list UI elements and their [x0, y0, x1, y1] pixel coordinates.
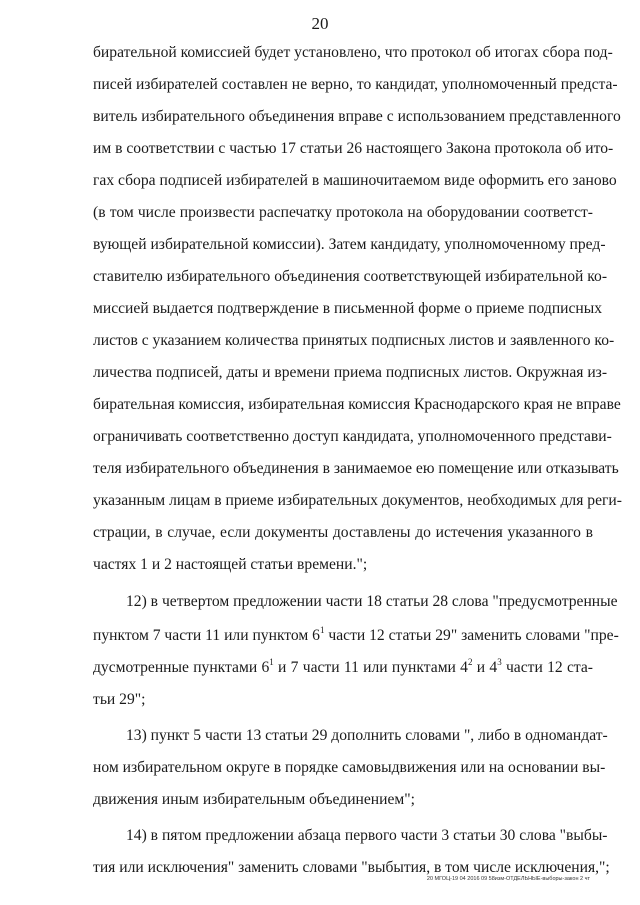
- text-line: витель избирательного объединения вправе с использованием представленного: [93, 108, 621, 125]
- text-line: тьи 29";: [93, 691, 146, 708]
- text-line: пунктом 7 части 11 или пунктом $6^1$ части 12 статьи 29" заменить словами "пре-: [93, 624, 619, 644]
- page-number: 20: [311, 14, 329, 33]
- text-line: гах сбора подписей избирателей в машиночитаемом виде оформить его заново: [93, 172, 617, 189]
- text-line: ограничивать соответственно доступ кандидата, уполномоченного представи-: [93, 428, 612, 445]
- text-line: личества подписей, даты и времени приема подписных листов. Окружная из-: [93, 364, 608, 381]
- text-line: миссией выдается подтверждение в письменной форме о приеме подписных: [93, 300, 603, 317]
- text-line: частях 1 и 2 настоящей статьи времени.";: [93, 556, 368, 573]
- text-line: тия или исключения" заменить словами "выбытия, в том числе исключения,";: [93, 859, 610, 876]
- footer-file-label: 20 МГОЦ-19 04 2016 09 58изм-ОТДЕЛЬНЫЕ-выборы-закон 2 чт: [426, 876, 590, 882]
- text-line: вующей избирательной комиссии). Затем кандидату, уполномоченному пред-: [93, 236, 606, 253]
- text-line: теля избирательного объединения в занимаемое ею помещение или отказывать: [93, 460, 619, 477]
- text-line: листов с указанием количества принятых подписных листов и заявленного ко-: [93, 332, 615, 349]
- text-line: 14) в пятом предложении абзаца первого части 3 статьи 30 слова "выбы-: [126, 827, 608, 844]
- text-line: (в том числе произвести распечатку протокола на оборудовании соответст-: [93, 204, 593, 221]
- text-line: 13) пункт 5 части 13 статьи 29 дополнить словами ", либо в одномандат-: [126, 727, 608, 744]
- text-line: бирательной комиссией будет установлено, что протокол об итогах сбора под-: [93, 44, 613, 61]
- text-line: ном избирательном округе в порядке самовыдвижения или на основании вы-: [93, 759, 606, 776]
- text-line: бирательная комиссия, избирательная комиссия Краснодарского края не вправе: [93, 396, 621, 413]
- text-line: дусмотренные пунктами $6^1$ и 7 части 11 или пунктами $4^2$ и $4^3$ части 12 ста-: [93, 656, 593, 676]
- text-line: 12) в четвертом предложении части 18 статьи 28 слова "предусмотренные: [126, 593, 618, 610]
- text-line: ставителю избирательного объединения соответствующей избирательной ко-: [93, 268, 608, 285]
- text-line: движения иным избирательным объединением";: [93, 791, 415, 808]
- text-line: им в соответствии с частью 17 статьи 26 настоящего Закона протокола об ито-: [93, 140, 614, 157]
- text-line: страции, в случае, если документы доставлены до истечения указанного в: [93, 524, 593, 541]
- text-line: писей избирателей составлен не верно, то кандидат, уполномоченный предста-: [93, 76, 618, 93]
- text-line: указанным лицам в приеме избирательных документов, необходимых для реги-: [93, 492, 622, 509]
